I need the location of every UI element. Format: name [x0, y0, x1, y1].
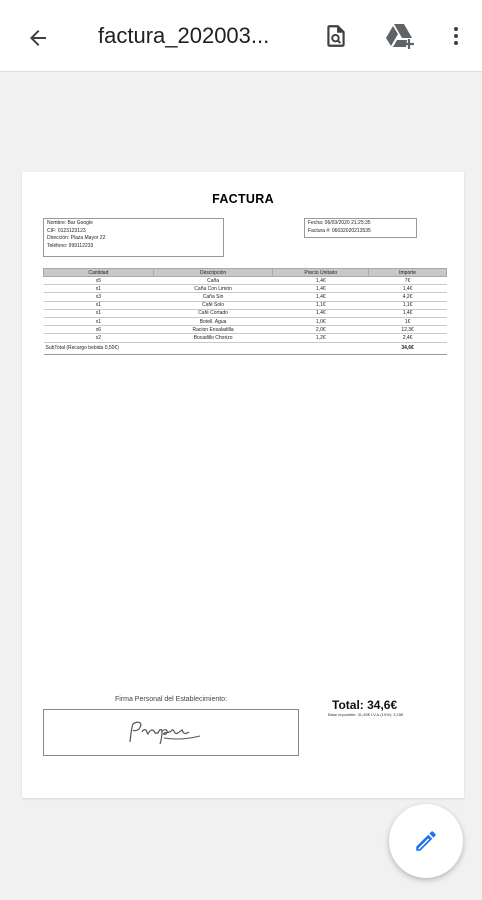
- cell-cantidad: x3: [44, 293, 154, 301]
- cell-importe: 7€: [369, 277, 447, 285]
- cell-cantidad: x5: [44, 277, 154, 285]
- table-row: [44, 317, 447, 325]
- business-info-box: [43, 218, 224, 257]
- cell-descripcion: Caña: [153, 277, 273, 285]
- cell-descripcion: Botell. Agua: [153, 317, 273, 325]
- invoice-date: Fecha: 06/03/2020 21:25:35: [308, 220, 371, 226]
- table-row: [44, 293, 447, 301]
- column-header: Descripción: [153, 269, 273, 277]
- tax-breakdown: Base imponible: 31,45€ I.V.A.(10%): 3,15€: [328, 712, 404, 717]
- subtotal-value: 34,6€: [369, 342, 447, 354]
- cell-descripcion: Café Cortado: [153, 309, 273, 317]
- table-row: [44, 301, 447, 309]
- cell-descripcion: Café Solo: [153, 301, 273, 309]
- table-row: [44, 334, 447, 342]
- cell-importe: 12,3€: [369, 326, 447, 334]
- cell-descripcion: Caña Con Limón: [153, 285, 273, 293]
- cell-importe: 2,4€: [369, 334, 447, 342]
- cell-importe: 1€: [369, 317, 447, 325]
- file-title: factura_202003...: [98, 23, 270, 48]
- cell-precio: 1,1€: [273, 301, 369, 309]
- business-cif: CIF: 0123123123: [47, 227, 86, 234]
- top-app-bar: [0, 0, 482, 72]
- signature-image: [124, 716, 224, 750]
- invoice-info-box: [304, 218, 417, 238]
- cell-descripcion: Caña Sin: [153, 293, 273, 301]
- subtotal-label: SubTotal (Recargo bebida 0,50€): [44, 342, 369, 354]
- cell-cantidad: x2: [44, 334, 154, 342]
- cell-importe: 1,1€: [369, 301, 447, 309]
- cell-descripcion: Racion Ensaladilla: [153, 326, 273, 334]
- cell-importe: 1,4€: [369, 285, 447, 293]
- cell-precio: 1,2€: [273, 334, 369, 342]
- table-row: [44, 309, 447, 317]
- find-in-page-icon[interactable]: [320, 20, 352, 52]
- more-vert-icon[interactable]: [440, 20, 472, 52]
- cell-precio: 1,4€: [273, 285, 369, 293]
- edit-pencil-icon: [413, 828, 439, 854]
- cell-cantidad: x1: [44, 317, 154, 325]
- signature-box: [43, 709, 299, 756]
- cell-cantidad: x1: [44, 301, 154, 309]
- business-name: Nombre: Bar Google: [47, 220, 93, 226]
- cell-importe: 4,2€: [369, 293, 447, 301]
- cell-precio: 1,4€: [273, 277, 369, 285]
- cell-precio: 1,4€: [273, 293, 369, 301]
- cell-importe: 1,4€: [369, 309, 447, 317]
- column-header: Precio Unitario: [273, 269, 369, 277]
- invoice-number: Factura #: 06032020213535: [308, 227, 371, 234]
- cell-cantidad: x1: [44, 285, 154, 293]
- document-page: [22, 172, 464, 798]
- column-header: Cantidad: [44, 269, 154, 277]
- business-phone: Teléfono: 999112233: [47, 242, 94, 249]
- document-title: FACTURA: [212, 192, 274, 206]
- cell-precio: 2,0€: [273, 326, 369, 334]
- cell-cantidad: x6: [44, 326, 154, 334]
- cell-precio: 1,4€: [273, 309, 369, 317]
- total-amount: Total: 34,6€: [332, 698, 398, 712]
- signature-label: Firma Personal del Establecimiento:: [114, 696, 228, 703]
- table-row: [44, 326, 447, 334]
- subtotal-row: [44, 342, 447, 354]
- business-address: Dirección: Plaza Mayor 22: [47, 235, 106, 241]
- cell-precio: 1,0€: [273, 317, 369, 325]
- table-row: [44, 277, 447, 285]
- arrow-back-icon[interactable]: [22, 22, 54, 54]
- table-row: [44, 285, 447, 293]
- add-to-drive-icon[interactable]: [384, 20, 416, 52]
- table-header-row: [44, 269, 447, 277]
- cell-cantidad: x1: [44, 309, 154, 317]
- items-table: [43, 268, 447, 355]
- cell-descripcion: Bocadillo Chorizo: [153, 334, 273, 342]
- edit-fab-button[interactable]: [389, 804, 463, 878]
- column-header: Importe: [369, 269, 447, 277]
